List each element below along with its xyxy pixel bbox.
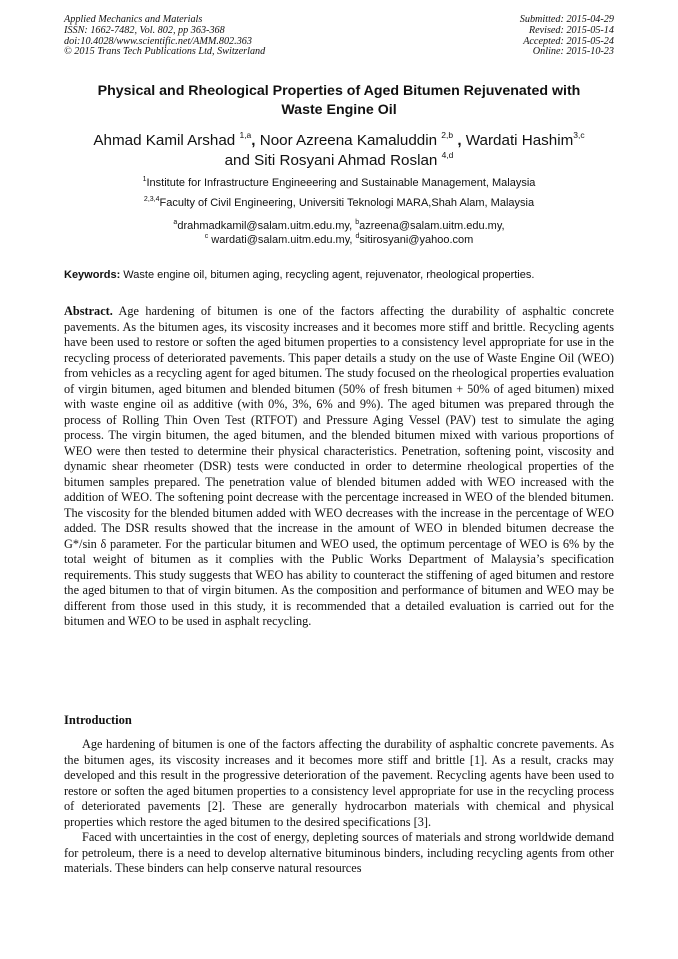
doi-line: doi:10.4028/www.scientific.net/AMM.802.363	[64, 35, 252, 47]
submitted-date: Submitted: 2015-04-29	[519, 14, 614, 25]
author-1-affiliation-mark: 1,a	[239, 130, 252, 140]
author-list	[40, 131, 638, 170]
author-emails	[40, 219, 638, 247]
emails-line-1	[40, 219, 638, 233]
email-d-mark: d	[355, 233, 360, 240]
author-1: Ahmad Kamil Arshad	[93, 132, 236, 149]
author-conjunction: and	[224, 151, 255, 169]
author-3-affiliation-mark: 3,c	[573, 130, 585, 140]
publication-info	[64, 15, 265, 58]
revised-date: Revised: 2015-05-14	[528, 24, 614, 36]
abstract-text: Age hardening of bitumen is one of the factors affecting the durability of asphaltic concrete pavements. As the bitumen ages, its viscosity increases and it becomes more stiff and brittle. Recycling agents have been used to restore or soften the aged bitumen properties to a consistency level appropriate for use in the recycling process of deteriorated pavements. This paper details a study on the use of Waste Engine Oil (WEO) from vehicles as a recycling agent for aged bitumen. The study focused on the rheological properties evaluation of virgin bitumen, aged bitumen and blended bitumen (50% of fresh bitumen + 50% of aged bitumen) mixed with waste engine oil as additive (with 0%, 3%, 6% and 9%). The aged bitumen was prepared through the process of Rolling Thin Oven Test (RTFOT) and Pressure Aging Vessel (PAV) test to simulate the aging process. The virgin bitumen, the aged bitumen, and the blended bitumen mixed with various proportions of WEO were then tested to determine their physical characteristics. Penetration, softening point, viscosity and dynamic shear rheometer (DSR) tests were conducted in order to determine rheological properties of the bitumen samples prepared. The penetration value of blended bitumen added with WEO increased with the addition of WEO. The softening point decrease with the percentage increased in WEO of the blended bitumen. The viscosity for the blended bitumen added with WEO decreases with the increase in the percentage of WEO added. The DSR results showed that the increase in the amount of WEO in blended bitumen decrease the G*/sin δ parameter. For the particular bitumen and WEO used, the optimum percentage of WEO is 6% by the total weight of bitumen as it complies with the Public Works Department of Malaysia’s specification requirements. This study suggests that WEO has ability to counteract the stiffening of aged bitumen and restore the aged bitumen to that of virgin bitumen. As the composition and performance of bitumen and WEO may be different from those used in this study, it is recommended that a detailed evaluation is carried out for the bitumen and WEO to be used in asphalt recycling.	[64, 304, 614, 628]
keywords-label: Keywords:	[64, 269, 121, 281]
authors-line-1	[40, 131, 638, 151]
email-b-mark: b	[355, 219, 360, 226]
abstract-label: Abstract.	[64, 304, 113, 318]
email-d[interactable]: sitirosyani@yahoo.com	[359, 234, 474, 246]
keywords	[64, 268, 614, 282]
title-line-2: Waste Engine Oil	[281, 101, 397, 118]
introduction-heading: Introduction	[64, 713, 132, 727]
email-a-mark: a	[173, 219, 178, 226]
author-4-affiliation-mark: 4,d	[441, 149, 454, 160]
author-3: Wardati Hashim	[465, 132, 574, 149]
author-2: Noor Azreena Kamaluddin	[259, 132, 438, 149]
email-c[interactable]: wardati@salam.uitm.edu.my,	[208, 234, 356, 246]
accepted-date: Accepted: 2015-05-24	[523, 35, 614, 47]
author-2-affiliation-mark: 2,b	[441, 130, 454, 140]
affiliation-1-text: Institute for Infrastructure Engineeering and Sustainable Management, Malaysia	[146, 177, 536, 189]
emails-line-2	[40, 233, 638, 247]
introduction-paragraph-1: Age hardening of bitumen is one of the factors affecting the durability of asphaltic concrete pavements. As the bitumen ages, its viscosity increases and it becomes more stiff and brittle [1]. As a result, cracks may developed and this result in the progressive deterioration of the pavement. Recycling agents have been used to restore or soften the aged bitumen properties to a consistency level appropriate for use in the recycling process of deteriorated pavements [2]. These are generally hydrocarbon materials with chemical and physical properties which restore the aged bitumen to the desired specifications [3].	[64, 737, 614, 829]
author-separator: ,	[251, 132, 260, 149]
introduction-paragraph-2: Faced with uncertainties in the cost of energy, depleting sources of materials and strong worldwide demand for petroleum, there is a need to develop alternative bituminous binders, including recycling agents from other materials. These binders can help conserve natural resources	[64, 830, 614, 875]
affiliation-1	[40, 177, 638, 190]
issn-line: ISSN: 1662-7482, Vol. 802, pp 363-368	[64, 24, 225, 36]
email-a[interactable]: drahmadkamil@salam.uitm.edu.my,	[177, 220, 356, 232]
online-date: Online: 2015-10-23	[532, 46, 614, 58]
affiliation-2	[40, 197, 638, 210]
email-c-mark: c	[204, 233, 209, 240]
publication-dates	[520, 15, 614, 58]
keywords-text: Waste engine oil, bitumen aging, recycling agent, rejuvenator, rheological properties.	[120, 269, 535, 281]
affiliation-1-mark: 1	[142, 176, 147, 183]
paper-title	[60, 82, 618, 119]
copyright-line: © 2015 Trans Tech Publications Ltd, Switzerland	[64, 46, 266, 58]
title-line-1: Physical and Rheological Properties of Aged Bitumen Rejuvenated with	[97, 83, 581, 99]
authors-line-2	[40, 151, 638, 171]
author-4: Siti Rosyani Ahmad Roslan	[254, 151, 438, 169]
affiliation-2-mark: 2,3,4	[143, 196, 160, 203]
introduction-body	[64, 737, 614, 877]
author-separator: ,	[453, 132, 466, 149]
affiliation-2-text: Faculty of Civil Engineering, Universiti Teknologi MARA,Shah Alam, Malaysia	[159, 197, 535, 209]
abstract	[64, 304, 614, 630]
journal-name: Applied Mechanics and Materials	[64, 14, 203, 25]
email-b[interactable]: azreena@salam.uitm.edu.my,	[359, 220, 505, 232]
